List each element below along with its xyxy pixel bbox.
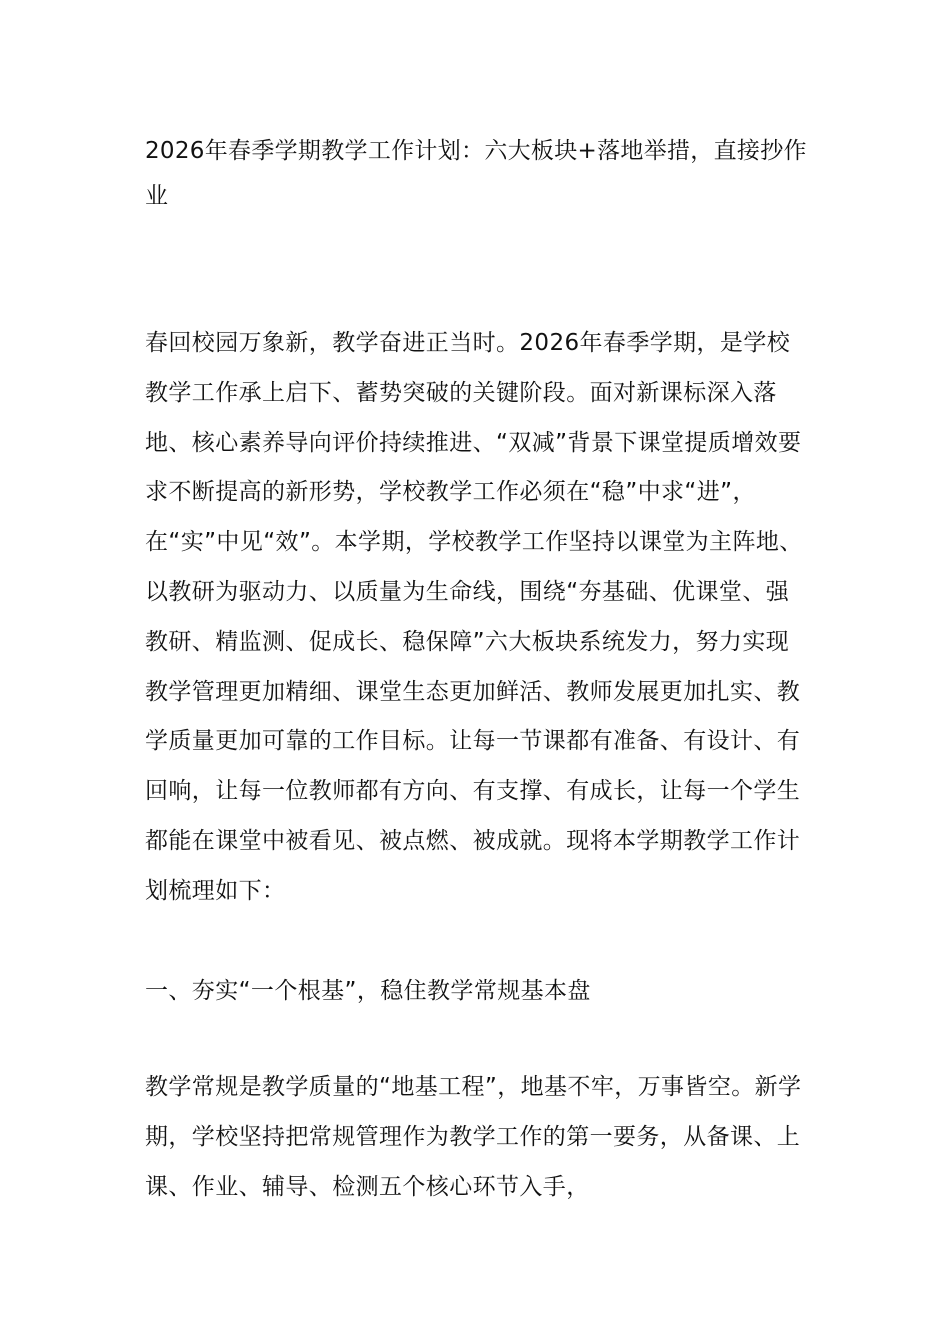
- intro-paragraph: 春回校园万象新，教学奋进正当时。2026年春季学期，是学校教学工作承上启下、蓄势突破的关键阶段。面对新课标深入落地、核心素养导向评价持续推进、“双减”背景下课堂提质增效要求不断提高的新形势，学校教学工作必须在“稳”中求“进”，在“实”中见“效”。本学期，学校教学工作坚持以课堂为主阵地、以教研为驱动力、以质量为生命线，围绕“夯基础、优课堂、强教研、精监测、促成长、稳保障”六大板块系统发力，努力实现教学管理更加精细、课堂生态更加鲜活、教师发展更加扎实、教学质量更加可靠的工作目标。让每一节课都有准备、有设计、有回响，让每一位教师都有方向、有支撑、有成长，让每一个学生都能在课堂中被看见、被点燃、被成就。现将本学期教学工作计划梳理如下：: [145, 330, 803, 904]
- document-title: 2026年春季学期教学工作计划：六大板块+落地举措，直接抄作业: [145, 138, 807, 209]
- section-1-heading: 一、夯实“一个根基”，稳住教学常规基本盘: [145, 978, 591, 1004]
- section-1-paragraph: 教学常规是教学质量的“地基工程”，地基不牢，万事皆空。新学期，学校坚持把常规管理作为教学工作的第一要务，从备课、上课、作业、辅导、检测五个核心环节入手，: [145, 1074, 802, 1200]
